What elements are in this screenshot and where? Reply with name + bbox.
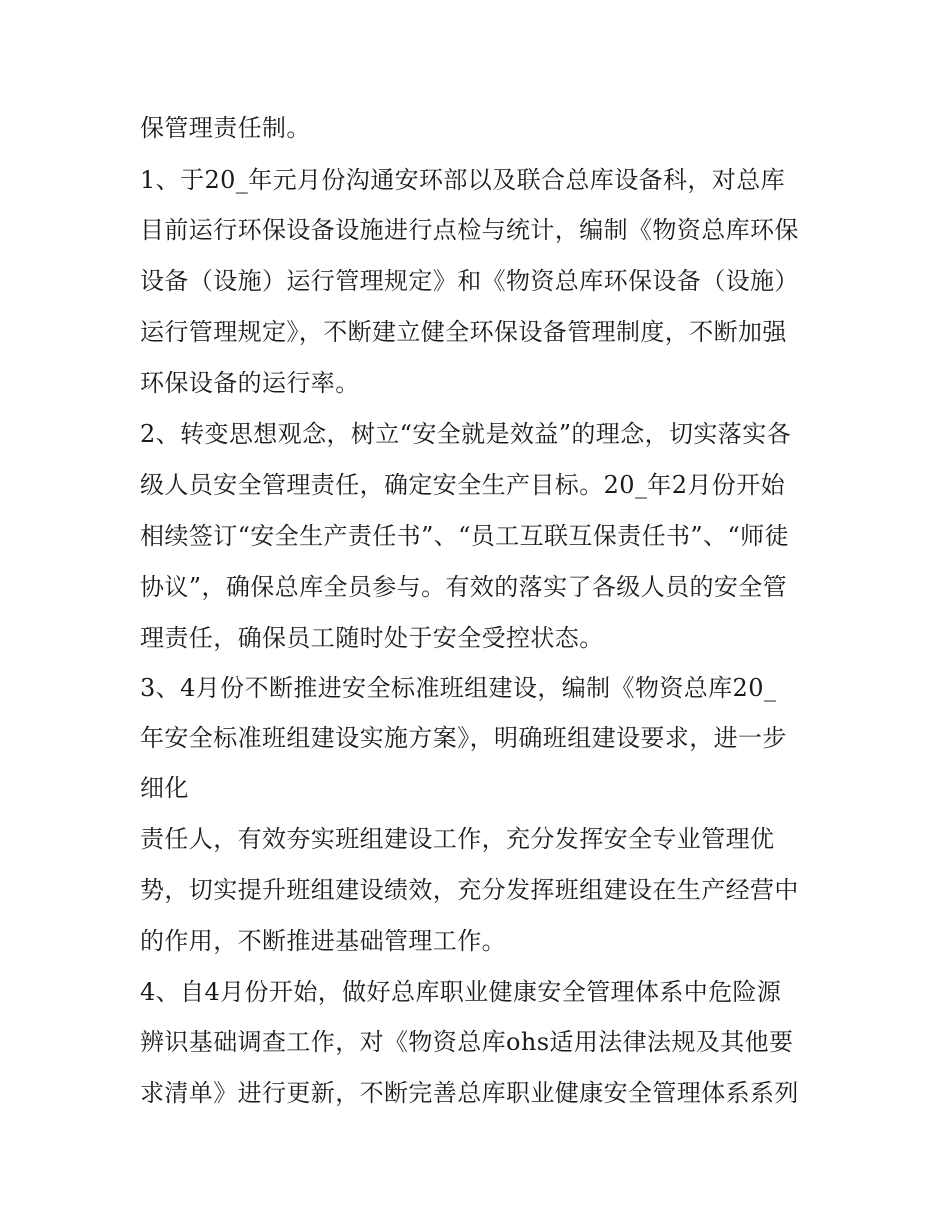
- text-line: 责任人，有效夯实班组建设工作，充分发挥安全专业管理优: [140, 825, 775, 853]
- text-line: 辨识基础调查工作，对《物资总库ohs适用法律法规及其他要: [140, 1028, 794, 1056]
- text-line: 运行管理规定》，不断建立健全环保设备管理制度，不断加强: [140, 318, 787, 346]
- text-line: 1、于20_年元月份沟通安环部以及联合总库设备科，对总库: [140, 166, 786, 194]
- text-line: 细化: [140, 774, 189, 802]
- text-line: 3、4月份不断推进安全标准班组建设，编制《物资总库20_: [140, 674, 777, 702]
- text-line: 保管理责任制。: [140, 114, 311, 142]
- text-line: 理责任，确保员工随时处于安全受控状态。: [140, 624, 604, 652]
- text-line: 年安全标准班组建设实施方案》，明确班组建设要求，进一步: [140, 724, 787, 752]
- text-line: 环保设备的运行率。: [140, 369, 360, 397]
- text-line: 相续签订“安全生产责任书”、“员工互联互保责任书”、“师徒: [140, 522, 789, 550]
- text-line: 目前运行环保设备设施进行点检与统计，编制《物资总库环保: [140, 216, 799, 244]
- text-line: 设备（设施）运行管理规定》和《物资总库环保设备（设施）: [140, 267, 799, 295]
- text-line: 2、转变思想观念，树立“安全就是效益”的理念，切实落实各: [140, 420, 792, 448]
- text-line: 求清单》进行更新，不断完善总库职业健康安全管理体系系列: [140, 1079, 799, 1107]
- text-line: 4、自4月份开始，做好总库职业健康安全管理体系中危险源: [140, 978, 782, 1006]
- text-line: 的作用，不断推进基础管理工作。: [140, 927, 506, 955]
- text-line: 协议”，确保总库全员参与。有效的落实了各级人员的安全管: [140, 573, 788, 601]
- text-line: 级人员安全管理责任，确定安全生产目标。20_年2月份开始: [140, 471, 786, 499]
- text-line: 势，切实提升班组建设绩效，充分发挥班组建设在生产经营中: [140, 876, 799, 904]
